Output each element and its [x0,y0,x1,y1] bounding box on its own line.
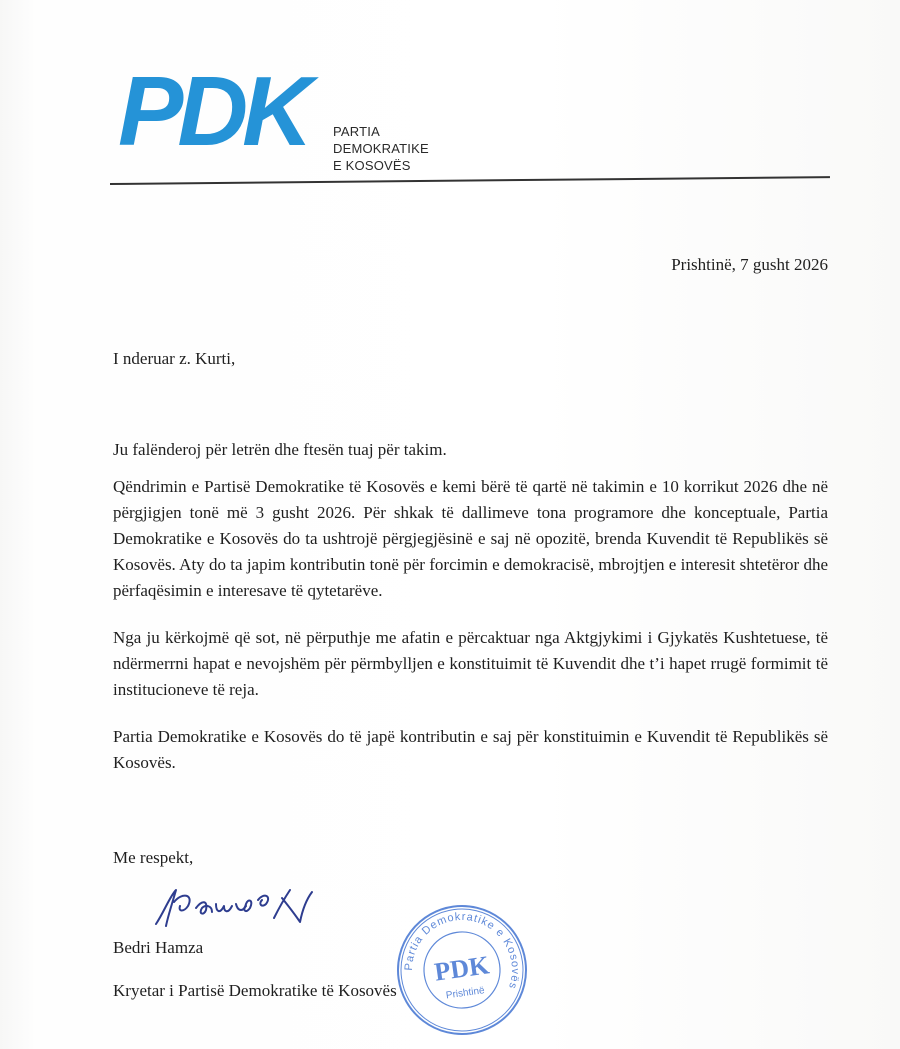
header-divider [110,176,830,185]
paragraph-4: Partia Demokratike e Kosovës do të japë kontributin e saj për konstituimin e Kuvendit të Republikës së Kosovës. [113,727,828,772]
paragraph-1: Ju falënderoj për letrën dhe ftesën tuaj për takim. [113,440,447,459]
paragraph-2: Qëndrimin e Partisë Demokratike të Kosovës e kemi bërë të qartë në takimin e 10 korrikut 2026 dhe në përgjigjen tonë më 3 gusht 2026. Për shkak të dallimeve tona programore dhe konceptuale, Partia Demokratike e Kosovës do ta ushtrojë përgjegjësinë e saj në opozitë, brenda Kuvendit të Republikës së Kosovës. Aty do ta japim kontributin tonë për forcimin e demokracisë, mbrojtjen e interesit shtetëror dhe përfaqësimin e interesave të qytetarëve. [113,477,828,600]
handwritten-signature [150,882,350,932]
stamp-center-text: PDK [432,950,491,987]
pdk-logo [118,56,478,173]
stamp-ring-text: Partia Demokratike e Kosovës [402,910,522,991]
org-name-line-1: PARTIA DEMOKRATIKE [333,124,429,156]
letter-date: Prishtinë, 7 gusht 2026 [671,255,828,274]
signer-title: Kryetar i Partisë Demokratike të Kosovës [113,981,397,1000]
signer-name: Bedri Hamza [113,938,204,957]
org-name-line-2: E KOSOVËS [333,158,411,173]
org-name [333,123,478,174]
stamp-city-text: Prishtinë [445,985,486,1002]
official-stamp [392,900,532,1040]
paragraph-3: Nga ju kërkojmë që sot, në përputhje me afatin e përcaktuar nga Aktgjykimi i Gjykatës Kushtetuese, të ndërmerrni hapat e nevojshëm për përmbylljen e konstituimit të Kuvendit dhe t’i hapet rrugë formimit të institucioneve të reja. [113,628,828,699]
logo-mark: PDK [118,56,307,166]
salutation: I nderuar z. Kurti, [113,349,236,368]
closing: Me respekt, [113,848,194,867]
